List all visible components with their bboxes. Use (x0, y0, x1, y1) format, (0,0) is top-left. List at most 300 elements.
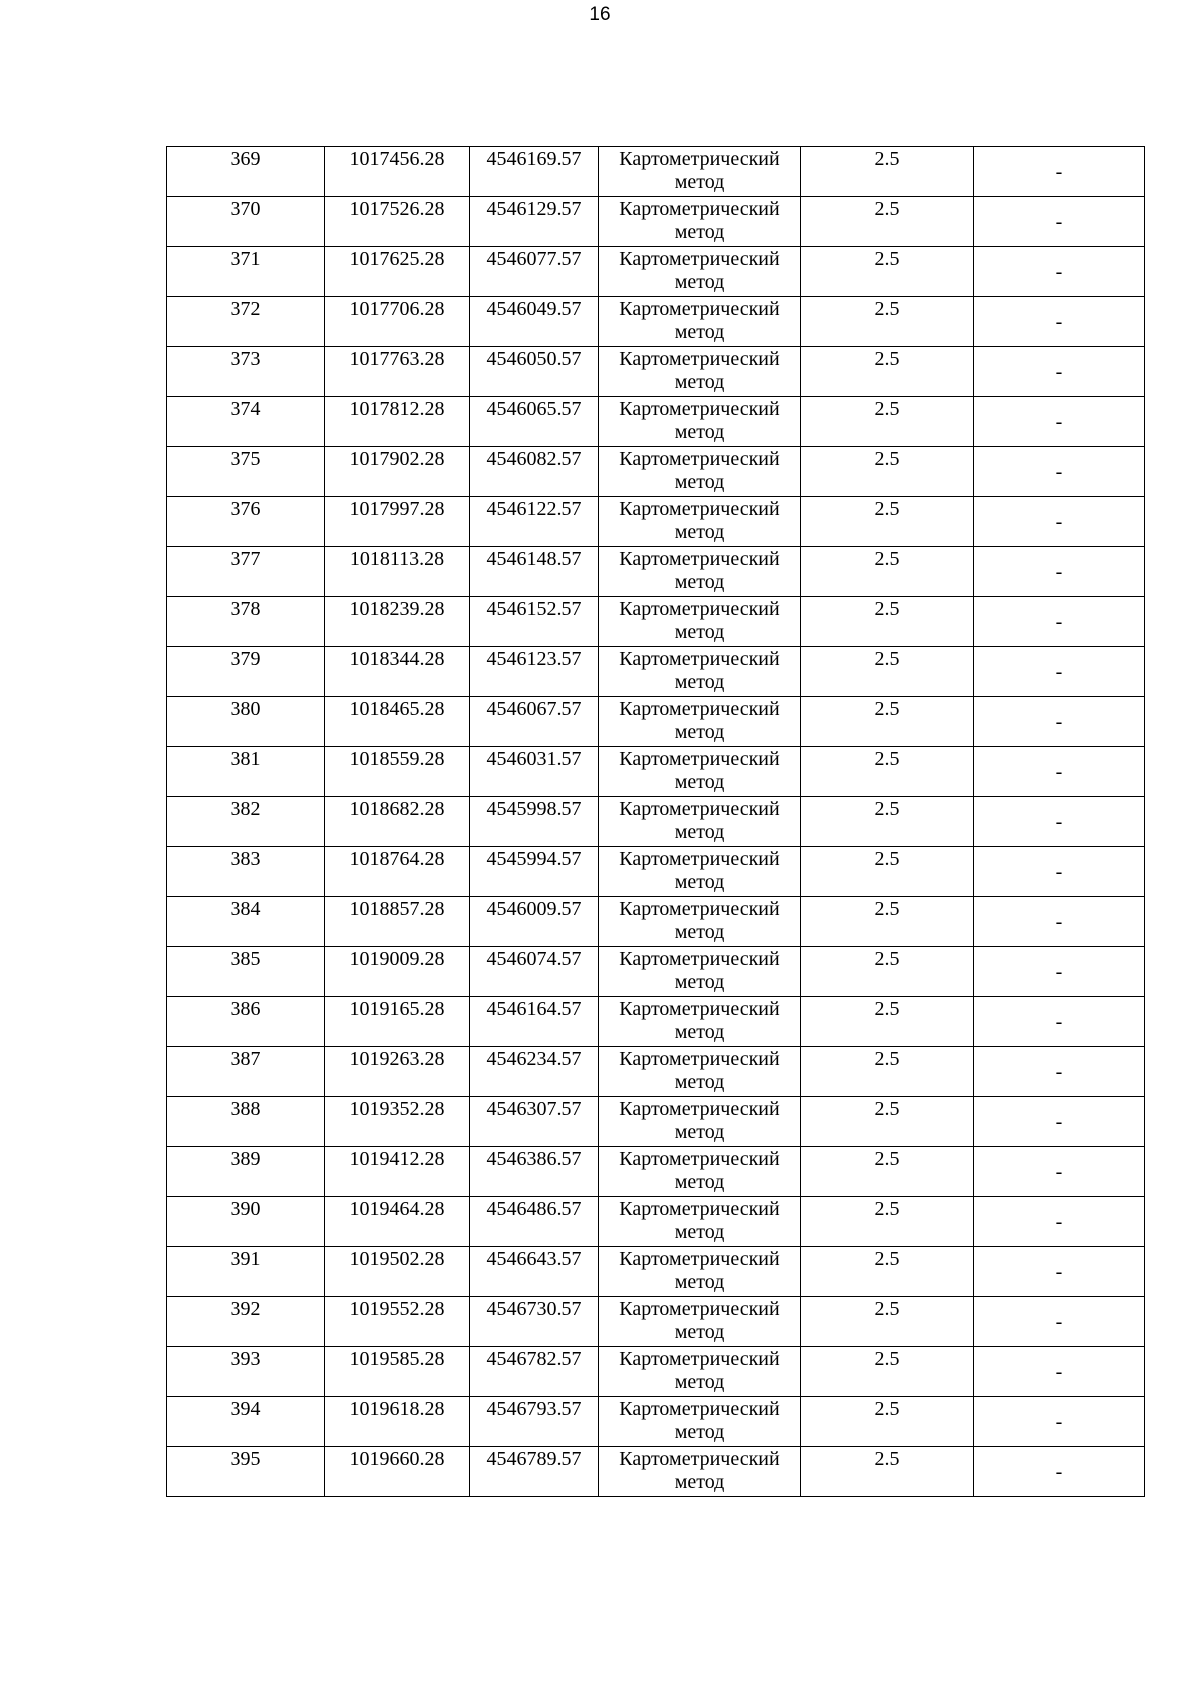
table-row (167, 297, 1145, 347)
accuracy-cell (801, 1297, 974, 1347)
y-coordinate-text: 4546234.57 (486, 1048, 582, 1070)
x-coordinate-cell (325, 447, 470, 497)
point-number-text: 391 (230, 1248, 261, 1270)
note-text: - (1055, 210, 1063, 233)
note-cell (974, 647, 1145, 697)
note-text: - (1055, 1060, 1063, 1083)
x-coordinate-text: 1019618.28 (349, 1398, 445, 1420)
method-cell (599, 1097, 801, 1147)
y-coordinate-cell (470, 447, 599, 497)
note-text: - (1055, 1310, 1063, 1333)
x-coordinate-cell (325, 697, 470, 747)
accuracy-cell (801, 747, 974, 797)
point-number-text: 389 (230, 1148, 261, 1170)
x-coordinate-text: 1017456.28 (349, 148, 445, 170)
note-cell (974, 747, 1145, 797)
x-coordinate-cell (325, 347, 470, 397)
x-coordinate-text: 1019352.28 (349, 1098, 445, 1120)
point-number-text: 390 (230, 1198, 261, 1220)
method-cell (599, 297, 801, 347)
accuracy-cell (801, 797, 974, 847)
point-number-text: 373 (230, 348, 261, 370)
accuracy-cell (801, 1347, 974, 1397)
point-number-cell (167, 1347, 325, 1397)
x-coordinate-text: 1017526.28 (349, 198, 445, 220)
y-coordinate-text: 4546486.57 (486, 1198, 582, 1220)
method-text: Картометрический метод (619, 1198, 780, 1243)
x-coordinate-cell (325, 1197, 470, 1247)
accuracy-cell (801, 897, 974, 947)
table-row (167, 647, 1145, 697)
x-coordinate-text: 1017625.28 (349, 248, 445, 270)
table-row (167, 897, 1145, 947)
point-number-text: 392 (230, 1298, 261, 1320)
y-coordinate-cell (470, 1197, 599, 1247)
x-coordinate-text: 1019165.28 (349, 998, 445, 1020)
point-number-cell (167, 1197, 325, 1247)
accuracy-cell (801, 1097, 974, 1147)
accuracy-cell (801, 547, 974, 597)
x-coordinate-text: 1019464.28 (349, 1198, 445, 1220)
y-coordinate-cell (470, 1447, 599, 1497)
table-row (167, 997, 1145, 1047)
y-coordinate-cell (470, 897, 599, 947)
x-coordinate-cell (325, 997, 470, 1047)
table-row (167, 597, 1145, 647)
accuracy-text: 2.5 (874, 748, 900, 770)
x-coordinate-text: 1017763.28 (349, 348, 445, 370)
x-coordinate-cell (325, 1097, 470, 1147)
table-row (167, 447, 1145, 497)
point-number-cell (167, 897, 325, 947)
point-number-cell (167, 397, 325, 447)
x-coordinate-cell (325, 847, 470, 897)
table-row (167, 347, 1145, 397)
table-row (167, 1347, 1145, 1397)
accuracy-text: 2.5 (874, 498, 900, 520)
note-cell (974, 1247, 1145, 1297)
x-coordinate-text: 1018764.28 (349, 848, 445, 870)
method-text: Картометрический метод (619, 1348, 780, 1393)
table-row (167, 497, 1145, 547)
point-number-cell (167, 697, 325, 747)
y-coordinate-text: 4546049.57 (486, 298, 582, 320)
accuracy-cell (801, 197, 974, 247)
method-cell (599, 797, 801, 847)
x-coordinate-text: 1018113.28 (349, 548, 445, 570)
point-number-text: 387 (230, 1048, 261, 1070)
table-row (167, 1097, 1145, 1147)
note-cell (974, 997, 1145, 1047)
method-text: Картометрический метод (619, 448, 780, 493)
method-cell (599, 1397, 801, 1447)
accuracy-cell (801, 1147, 974, 1197)
point-number-text: 395 (230, 1448, 261, 1470)
table-row (167, 1247, 1145, 1297)
method-cell (599, 697, 801, 747)
point-number-text: 377 (230, 548, 261, 570)
x-coordinate-text: 1017902.28 (349, 448, 445, 470)
method-text: Картометрический метод (619, 148, 780, 193)
method-cell (599, 897, 801, 947)
note-cell (974, 1297, 1145, 1347)
method-text: Картометрический метод (619, 748, 780, 793)
method-cell (599, 1247, 801, 1297)
point-number-cell (167, 347, 325, 397)
point-number-cell (167, 197, 325, 247)
note-text: - (1055, 460, 1063, 483)
point-number-text: 370 (230, 198, 261, 220)
y-coordinate-cell (470, 797, 599, 847)
x-coordinate-text: 1017812.28 (349, 398, 445, 420)
method-text: Картометрический метод (619, 1098, 780, 1143)
note-text: - (1055, 560, 1063, 583)
note-cell (974, 1197, 1145, 1247)
point-number-cell (167, 447, 325, 497)
accuracy-text: 2.5 (874, 898, 900, 920)
y-coordinate-cell (470, 1247, 599, 1297)
x-coordinate-text: 1018239.28 (349, 598, 445, 620)
note-text: - (1055, 1110, 1063, 1133)
y-coordinate-cell (470, 597, 599, 647)
table-row (167, 247, 1145, 297)
x-coordinate-cell (325, 497, 470, 547)
accuracy-text: 2.5 (874, 598, 900, 620)
point-number-text: 372 (230, 298, 261, 320)
y-coordinate-text: 4546793.57 (486, 1398, 582, 1420)
point-number-text: 388 (230, 1098, 261, 1120)
y-coordinate-text: 4546009.57 (486, 898, 582, 920)
accuracy-cell (801, 597, 974, 647)
y-coordinate-cell (470, 1347, 599, 1397)
y-coordinate-cell (470, 1397, 599, 1447)
y-coordinate-text: 4546730.57 (486, 1298, 582, 1320)
y-coordinate-cell (470, 847, 599, 897)
point-number-cell (167, 1447, 325, 1497)
x-coordinate-cell (325, 147, 470, 197)
accuracy-cell (801, 647, 974, 697)
accuracy-text: 2.5 (874, 348, 900, 370)
accuracy-text: 2.5 (874, 648, 900, 670)
accuracy-text: 2.5 (874, 1398, 900, 1420)
note-text: - (1055, 910, 1063, 933)
point-number-cell (167, 1297, 325, 1347)
x-coordinate-cell (325, 1297, 470, 1347)
x-coordinate-cell (325, 1447, 470, 1497)
note-text: - (1055, 260, 1063, 283)
method-cell (599, 1047, 801, 1097)
accuracy-cell (801, 1447, 974, 1497)
accuracy-text: 2.5 (874, 1148, 900, 1170)
point-number-cell (167, 1047, 325, 1097)
note-text: - (1055, 1210, 1063, 1233)
accuracy-text: 2.5 (874, 448, 900, 470)
point-number-cell (167, 1147, 325, 1197)
y-coordinate-text: 4546082.57 (486, 448, 582, 470)
table-row (167, 847, 1145, 897)
table-row (167, 197, 1145, 247)
accuracy-text: 2.5 (874, 1098, 900, 1120)
x-coordinate-cell (325, 297, 470, 347)
method-text: Картометрический метод (619, 548, 780, 593)
y-coordinate-cell (470, 1297, 599, 1347)
x-coordinate-text: 1019585.28 (349, 1348, 445, 1370)
note-text: - (1055, 1460, 1063, 1483)
x-coordinate-text: 1019660.28 (349, 1448, 445, 1470)
y-coordinate-text: 4546307.57 (486, 1098, 582, 1120)
y-coordinate-text: 4546031.57 (486, 748, 582, 770)
method-text: Картометрический метод (619, 1298, 780, 1343)
y-coordinate-cell (470, 297, 599, 347)
point-number-text: 375 (230, 448, 261, 470)
accuracy-cell (801, 447, 974, 497)
accuracy-cell (801, 1397, 974, 1447)
point-number-cell (167, 147, 325, 197)
method-text: Картометрический метод (619, 698, 780, 743)
y-coordinate-text: 4545998.57 (486, 798, 582, 820)
method-text: Картометрический метод (619, 1448, 780, 1493)
note-cell (974, 297, 1145, 347)
point-number-text: 369 (230, 148, 261, 170)
y-coordinate-text: 4546789.57 (486, 1448, 582, 1470)
x-coordinate-cell (325, 247, 470, 297)
x-coordinate-cell (325, 797, 470, 847)
accuracy-cell (801, 1047, 974, 1097)
y-coordinate-cell (470, 147, 599, 197)
accuracy-text: 2.5 (874, 1198, 900, 1220)
note-cell (974, 1347, 1145, 1397)
method-cell (599, 647, 801, 697)
note-cell (974, 897, 1145, 947)
point-number-cell (167, 647, 325, 697)
note-text: - (1055, 810, 1063, 833)
accuracy-cell (801, 297, 974, 347)
method-text: Картометрический метод (619, 648, 780, 693)
accuracy-text: 2.5 (874, 298, 900, 320)
accuracy-text: 2.5 (874, 148, 900, 170)
method-text: Картометрический метод (619, 398, 780, 443)
method-cell (599, 547, 801, 597)
accuracy-cell (801, 947, 974, 997)
method-cell (599, 347, 801, 397)
y-coordinate-cell (470, 547, 599, 597)
note-cell (974, 397, 1145, 447)
y-coordinate-cell (470, 647, 599, 697)
x-coordinate-text: 1019009.28 (349, 948, 445, 970)
method-cell (599, 1347, 801, 1397)
y-coordinate-text: 4546065.57 (486, 398, 582, 420)
y-coordinate-cell (470, 947, 599, 997)
method-cell (599, 497, 801, 547)
point-number-cell (167, 297, 325, 347)
x-coordinate-text: 1018682.28 (349, 798, 445, 820)
x-coordinate-cell (325, 747, 470, 797)
note-cell (974, 1097, 1145, 1147)
accuracy-cell (801, 1197, 974, 1247)
accuracy-text: 2.5 (874, 398, 900, 420)
method-text: Картометрический метод (619, 298, 780, 343)
accuracy-text: 2.5 (874, 948, 900, 970)
method-text: Картометрический метод (619, 1148, 780, 1193)
y-coordinate-text: 4546386.57 (486, 1148, 582, 1170)
method-cell (599, 747, 801, 797)
note-text: - (1055, 1410, 1063, 1433)
x-coordinate-text: 1019412.28 (349, 1148, 445, 1170)
method-text: Картометрический метод (619, 898, 780, 943)
point-number-cell (167, 1097, 325, 1147)
table-row (167, 1447, 1145, 1497)
y-coordinate-text: 4546067.57 (486, 698, 582, 720)
table-row (167, 1147, 1145, 1197)
table-row (167, 147, 1145, 197)
point-number-cell (167, 497, 325, 547)
note-cell (974, 1147, 1145, 1197)
x-coordinate-text: 1019552.28 (349, 1298, 445, 1320)
note-cell (974, 497, 1145, 547)
accuracy-text: 2.5 (874, 1298, 900, 1320)
method-cell (599, 997, 801, 1047)
note-text: - (1055, 1260, 1063, 1283)
note-cell (974, 1047, 1145, 1097)
x-coordinate-text: 1018857.28 (349, 898, 445, 920)
method-cell (599, 447, 801, 497)
note-cell (974, 197, 1145, 247)
note-text: - (1055, 510, 1063, 533)
y-coordinate-text: 4546164.57 (486, 998, 582, 1020)
accuracy-cell (801, 497, 974, 547)
point-number-cell (167, 1397, 325, 1447)
method-text: Картометрический метод (619, 1248, 780, 1293)
x-coordinate-text: 1019263.28 (349, 1048, 445, 1070)
x-coordinate-cell (325, 947, 470, 997)
accuracy-text: 2.5 (874, 1348, 900, 1370)
note-cell (974, 347, 1145, 397)
point-number-text: 381 (230, 748, 261, 770)
point-number-text: 374 (230, 398, 261, 420)
point-number-cell (167, 947, 325, 997)
note-text: - (1055, 1160, 1063, 1183)
point-number-text: 382 (230, 798, 261, 820)
point-number-text: 394 (230, 1398, 261, 1420)
page-number: 16 (589, 4, 611, 25)
table-row (167, 1047, 1145, 1097)
point-number-text: 393 (230, 1348, 261, 1370)
x-coordinate-cell (325, 547, 470, 597)
accuracy-text: 2.5 (874, 1048, 900, 1070)
note-text: - (1055, 310, 1063, 333)
y-coordinate-text: 4546782.57 (486, 1348, 582, 1370)
point-number-text: 380 (230, 698, 261, 720)
y-coordinate-text: 4546074.57 (486, 948, 582, 970)
method-cell (599, 597, 801, 647)
y-coordinate-text: 4546152.57 (486, 598, 582, 620)
table-row (167, 697, 1145, 747)
method-cell (599, 1297, 801, 1347)
x-coordinate-cell (325, 1347, 470, 1397)
note-cell (974, 597, 1145, 647)
coordinates-table (166, 146, 1145, 1497)
method-text: Картометрический метод (619, 1398, 780, 1443)
point-number-cell (167, 597, 325, 647)
accuracy-text: 2.5 (874, 1248, 900, 1270)
table-row (167, 1397, 1145, 1447)
accuracy-cell (801, 247, 974, 297)
method-cell (599, 1447, 801, 1497)
note-text: - (1055, 360, 1063, 383)
table-row (167, 797, 1145, 847)
note-cell (974, 1397, 1145, 1447)
accuracy-cell (801, 697, 974, 747)
accuracy-text: 2.5 (874, 198, 900, 220)
coordinates-table-body (167, 147, 1145, 1497)
point-number-cell (167, 997, 325, 1047)
note-text: - (1055, 710, 1063, 733)
point-number-text: 383 (230, 848, 261, 870)
method-cell (599, 147, 801, 197)
accuracy-cell (801, 847, 974, 897)
note-text: - (1055, 860, 1063, 883)
x-coordinate-text: 1019502.28 (349, 1248, 445, 1270)
method-text: Картометрический метод (619, 798, 780, 843)
note-cell (974, 547, 1145, 597)
table-row (167, 1197, 1145, 1247)
table-row (167, 947, 1145, 997)
note-cell (974, 847, 1145, 897)
accuracy-cell (801, 997, 974, 1047)
method-text: Картометрический метод (619, 1048, 780, 1093)
method-text: Картометрический метод (619, 998, 780, 1043)
y-coordinate-cell (470, 197, 599, 247)
point-number-cell (167, 547, 325, 597)
note-text: - (1055, 760, 1063, 783)
y-coordinate-cell (470, 347, 599, 397)
note-text: - (1055, 660, 1063, 683)
accuracy-text: 2.5 (874, 1448, 900, 1470)
note-cell (974, 947, 1145, 997)
y-coordinate-text: 4546169.57 (486, 148, 582, 170)
method-text: Картометрический метод (619, 348, 780, 393)
accuracy-text: 2.5 (874, 698, 900, 720)
x-coordinate-cell (325, 1397, 470, 1447)
point-number-text: 385 (230, 948, 261, 970)
y-coordinate-cell (470, 497, 599, 547)
note-text: - (1055, 410, 1063, 433)
method-text: Картометрический метод (619, 948, 780, 993)
x-coordinate-cell (325, 897, 470, 947)
method-text: Картометрический метод (619, 248, 780, 293)
note-cell (974, 247, 1145, 297)
y-coordinate-cell (470, 1047, 599, 1097)
method-cell (599, 1147, 801, 1197)
y-coordinate-cell (470, 1147, 599, 1197)
accuracy-cell (801, 147, 974, 197)
x-coordinate-text: 1018465.28 (349, 698, 445, 720)
method-text: Картометрический метод (619, 198, 780, 243)
method-cell (599, 1197, 801, 1247)
y-coordinate-cell (470, 247, 599, 297)
x-coordinate-cell (325, 647, 470, 697)
method-cell (599, 847, 801, 897)
point-number-text: 384 (230, 898, 261, 920)
x-coordinate-text: 1017706.28 (349, 298, 445, 320)
accuracy-cell (801, 347, 974, 397)
accuracy-text: 2.5 (874, 848, 900, 870)
x-coordinate-cell (325, 197, 470, 247)
accuracy-text: 2.5 (874, 998, 900, 1020)
point-number-text: 376 (230, 498, 261, 520)
x-coordinate-text: 1017997.28 (349, 498, 445, 520)
point-number-text: 386 (230, 998, 261, 1020)
